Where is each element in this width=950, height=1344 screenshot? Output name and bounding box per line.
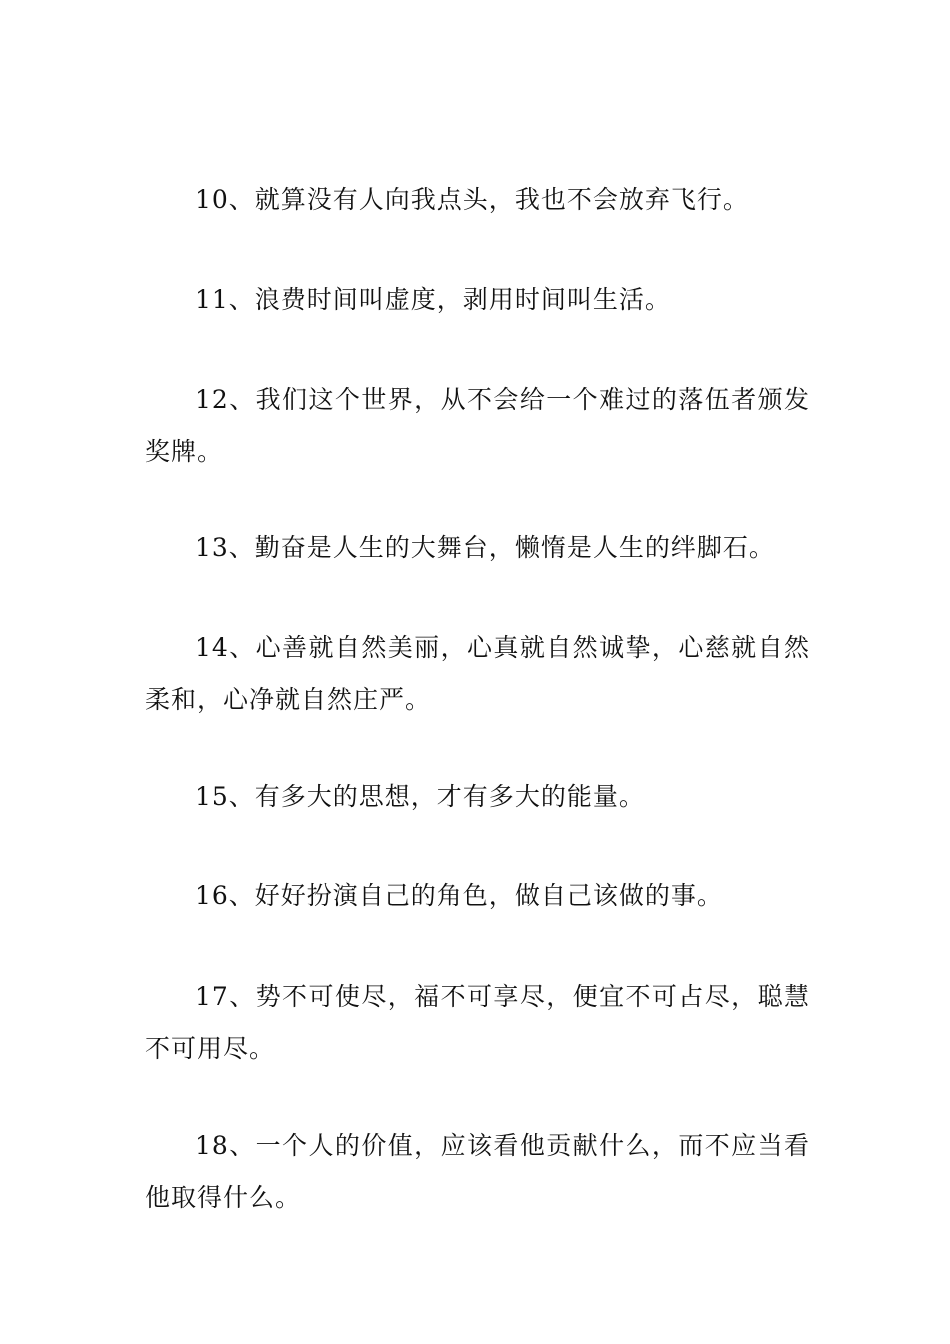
- quote-paragraph-12: 12、我们这个世界，从不会给一个难过的落伍者颁发奖牌。: [145, 385, 810, 466]
- quote-paragraph-18: 18、一个人的价值，应该看他贡献什么，而不应当看他取得什么。: [145, 1131, 810, 1212]
- quote-paragraph-16: 16、好好扮演自己的角色，做自己该做的事。: [195, 881, 723, 910]
- quote-paragraph-17: 17、势不可使尽，福不可享尽，便宜不可占尽，聪慧不可用尽。: [145, 982, 810, 1063]
- quote-paragraph-13: 13、勤奋是人生的大舞台，懒惰是人生的绊脚石。: [195, 533, 775, 562]
- quote-paragraph-11: 11、浪费时间叫虚度，剥用时间叫生活。: [195, 285, 671, 314]
- quote-paragraph-14: 14、心善就自然美丽，心真就自然诚挚，心慈就自然柔和，心净就自然庄严。: [145, 633, 810, 714]
- quote-paragraph-15: 15、有多大的思想，才有多大的能量。: [195, 782, 645, 811]
- quote-paragraph-10: 10、就算没有人向我点头，我也不会放弃飞行。: [195, 185, 749, 214]
